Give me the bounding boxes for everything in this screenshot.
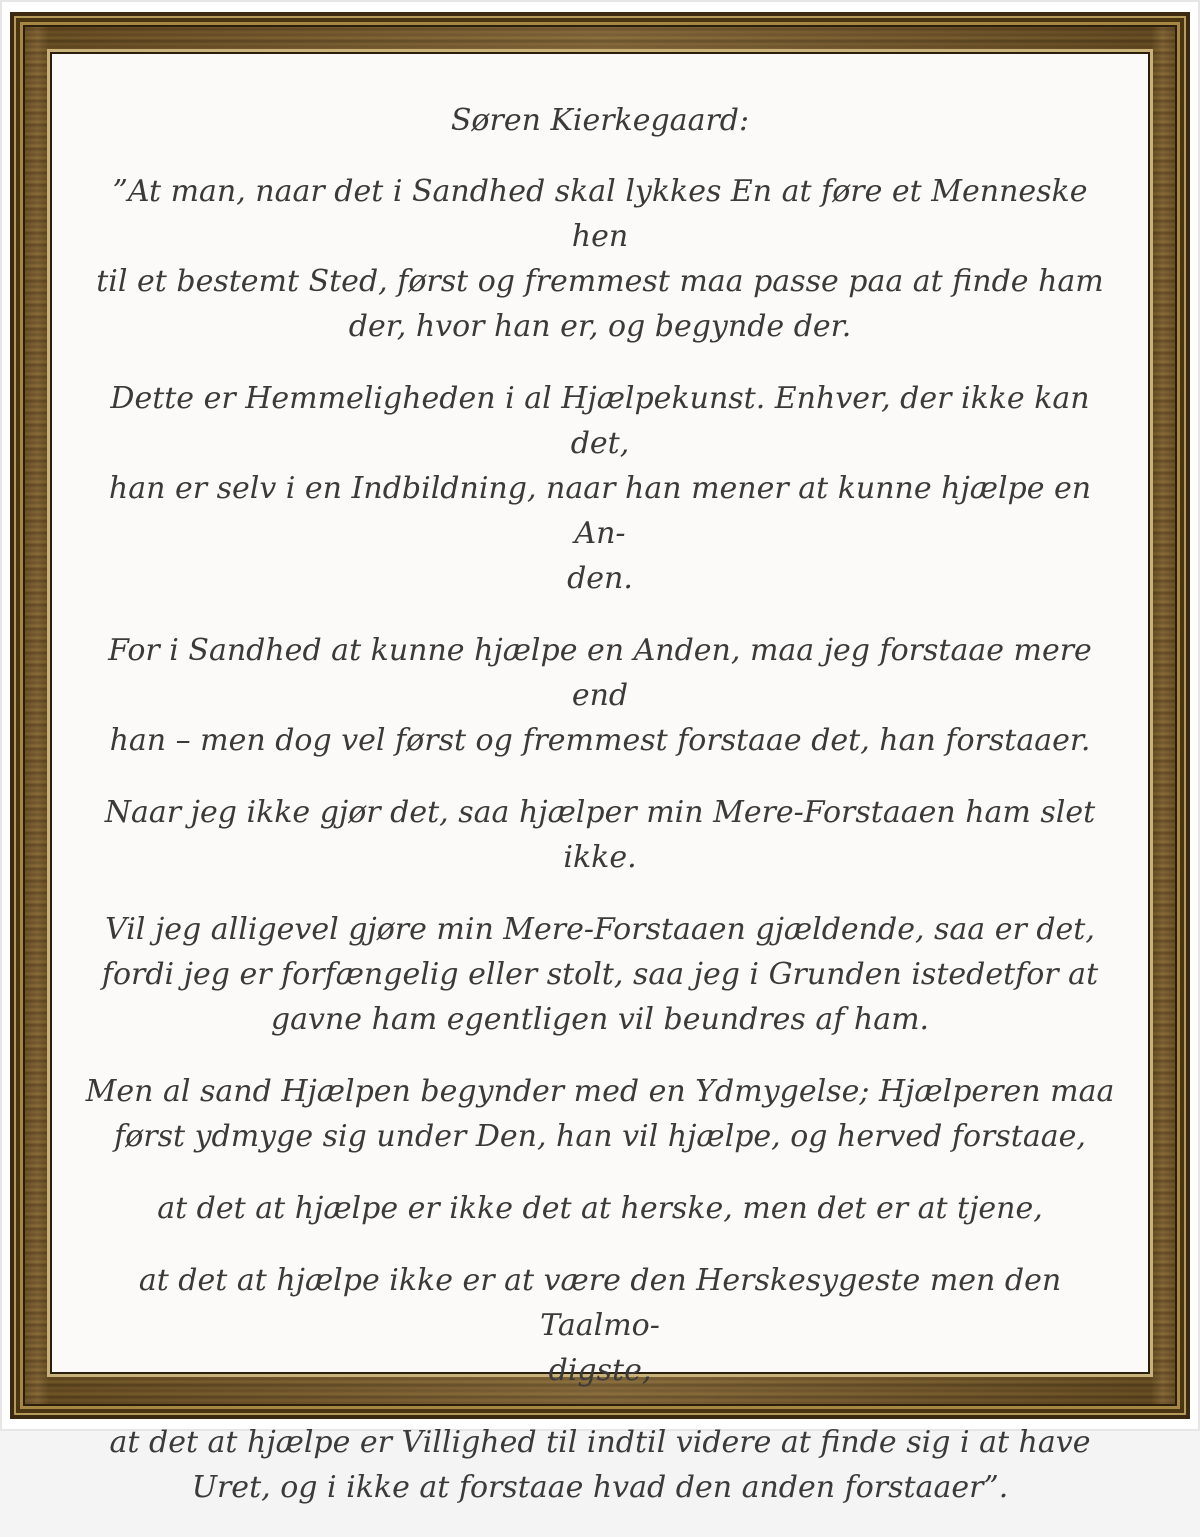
quote-paragraph-7: at det at hjælpe er ikke det at herske, men det er at tjene, — [157, 1191, 1043, 1226]
quote-paragraph-4: Naar jeg ikke gjør det, saa hjælper min Mere-Forstaaen ham slet ikke. — [104, 795, 1096, 875]
picture-frame — [10, 12, 1190, 1505]
quote-paragraph-5: Vil jeg alligevel gjøre min Mere-Forstaaen gjældende, saa er det, fordi jeg er forfængelig eller stolt, saa jeg i Grunden istedetfor at gavne ham egentligen vil beundres af ham. — [101, 912, 1099, 1037]
quote-paragraph-2: Dette er Hemmeligheden i al Hjælpekunst. Enhver, der ikke kan det, han er selv i en Indbildning, naar han mener at kunne hjælpe en An- den. — [108, 381, 1092, 596]
quote-paragraph-9: at det at hjælpe er Villighed til indtil videre at finde sig i at have Uret, og i ikke at forstaae hvad den anden forstaaer”. — [109, 1425, 1091, 1505]
quote-paragraph-3: For i Sandhed at kunne hjælpe en Anden, maa jeg forstaae mere end han – men dog vel først og fremmest forstaae det, han forstaaer. — [108, 633, 1092, 758]
quote-author: Søren Kierkegaard: — [450, 103, 750, 138]
quote-paragraph-1: ”At man, naar det i Sandhed skal lykkes En at føre et Menneske hen til et bestemt Sted, først og fremmest maa passe paa at finde ham der, hvor han er, og begynde der. — [96, 174, 1104, 344]
quote-paragraph-8: at det at hjælpe ikke er at være den Herskesygeste men den Taalmo- digste, — [138, 1263, 1062, 1388]
quote-paragraph-6: Men al sand Hjælpen begynder med en Ydmygelse; Hjælperen maa først ydmyge sig under Den, han vil hjælpe, og herved forstaae, — [85, 1074, 1115, 1154]
quote-panel — [50, 52, 1150, 1505]
quote-text — [52, 98, 1148, 1537]
